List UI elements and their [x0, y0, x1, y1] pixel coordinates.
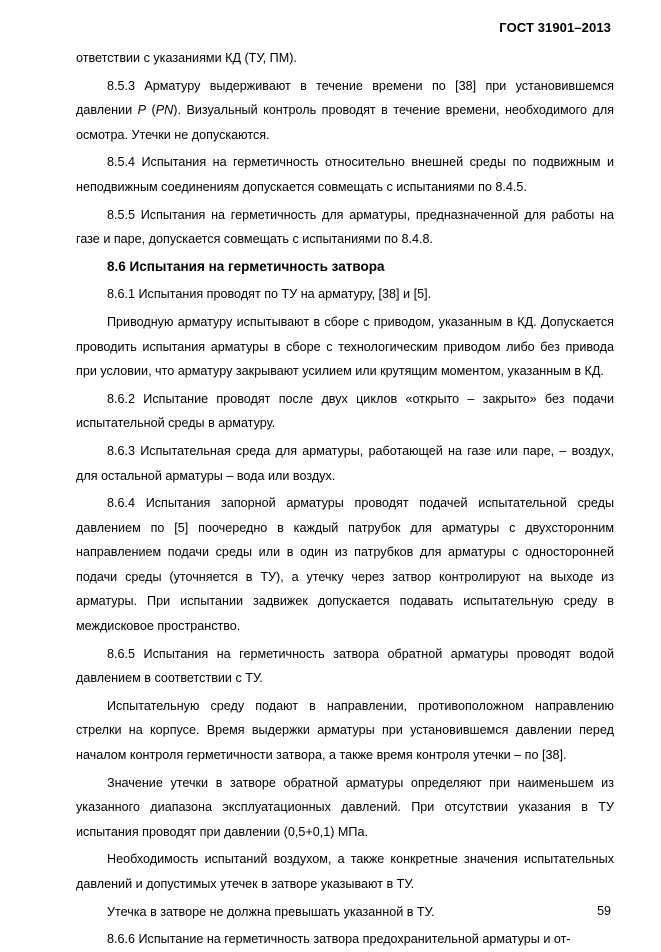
paragraph-8-6-4: 8.6.4 Испытания запорной арматуры проводят подачей испытательной среды давлением по [5] поочередно в каждый патрубок для арматуры с двухсторонним направлением подачи среды или в один из патрубков для арматуры с односторонней подачи среды (уточняется в ТУ), а утечку через затвор контролируют на выходе из арматуры. При испытании задвижек допускается подавать испытательную среду в междисковое пространство.	[76, 496, 614, 634]
paragraph-8-6-2: 8.6.2 Испытание проводят после двух циклов «открыто – закрыто» без подачи испытательной среды в арматуру.	[76, 391, 614, 431]
paragraph-8-5-3-part-a: 8.5.3 Арматуру выдерживают в течение времени по [38] при установившемся давлении	[76, 78, 614, 118]
paragraph-8-6-5: 8.6.5 Испытания на герметичность затвора обратной арматуры проводят водой давлением в соответствии с ТУ.	[76, 646, 614, 686]
standard-header: ГОСТ 31901–2013	[499, 20, 611, 35]
paragraph-leak-limit: Утечка в затворе не должна превышать указанной в ТУ.	[107, 904, 435, 919]
paragraph-leak-value: Значение утечки в затворе обратной арматуры определяют при наименьшем из указанного диапазона эксплуатационных давлений. При отсутствии указания в ТУ испытания проводят при давлении (0,5+0,1) МПа.	[76, 775, 614, 839]
paragraph-8-5-3-part-b: (	[146, 103, 156, 118]
pressure-symbol-pn: PN	[155, 103, 174, 118]
paragraph-continuation: ответствии с указаниями КД (ТУ, ПМ).	[76, 51, 297, 65]
paragraph-8-5-5: 8.5.5 Испытания на герметичность для арматуры, предназначенной для работы на газе и паре, допускается совмещать с испытаниями по 8.4.8.	[76, 207, 614, 247]
paragraph-8-5-3-part-c: ). Визуальный контроль проводят в течение времени, необходимого для осмотра. Утечки не допускаются.	[76, 103, 614, 142]
paragraph-test-medium-direction: Испытательную среду подают в направлении, противоположном направлению стрелки на корпусе. Время выдержки арматуры при установившемся давлении перед началом контроля герметичности затвора, а также время контроля утечки – по [38].	[76, 698, 614, 763]
paragraph-8-5-3	[76, 74, 614, 148]
page-number: 59	[597, 904, 611, 918]
paragraph-8-6-6: 8.6.6 Испытание на герметичность затвора предохранительной арматуры и от-	[107, 932, 571, 947]
paragraph-air-testing: Необходимость испытаний воздухом, а также конкретные значения испытательных давлений и допустимых утечек в затворе указывают в ТУ.	[76, 852, 614, 891]
paragraph-8-6-1: 8.6.1 Испытания проводят по ТУ на арматуру, [38] и [5].	[107, 287, 432, 302]
paragraph-8-6-3: 8.6.3 Испытательная среда для арматуры, работающей на газе или паре, – воздух, для остальной арматуры – вода или воздух.	[76, 443, 614, 483]
pressure-symbol-p: P	[137, 103, 147, 118]
paragraph-drive-valves: Приводную арматуру испытывают в сборе с приводом, указанным в КД. Допускается проводить испытания арматуры в сборе с технологическим приводом либо без привода при условии, что арматуру закрывают усилием или крутящим моментом, указанным в КД.	[76, 314, 614, 379]
section-heading-8-6: 8.6 Испытания на герметичность затвора	[107, 258, 385, 274]
paragraph-8-5-4: 8.5.4 Испытания на герметичность относительно внешней среды по подвижным и неподвижным соединениям допускается совмещать с испытаниями по 8.4.5.	[76, 155, 614, 194]
document-body	[76, 46, 614, 952]
